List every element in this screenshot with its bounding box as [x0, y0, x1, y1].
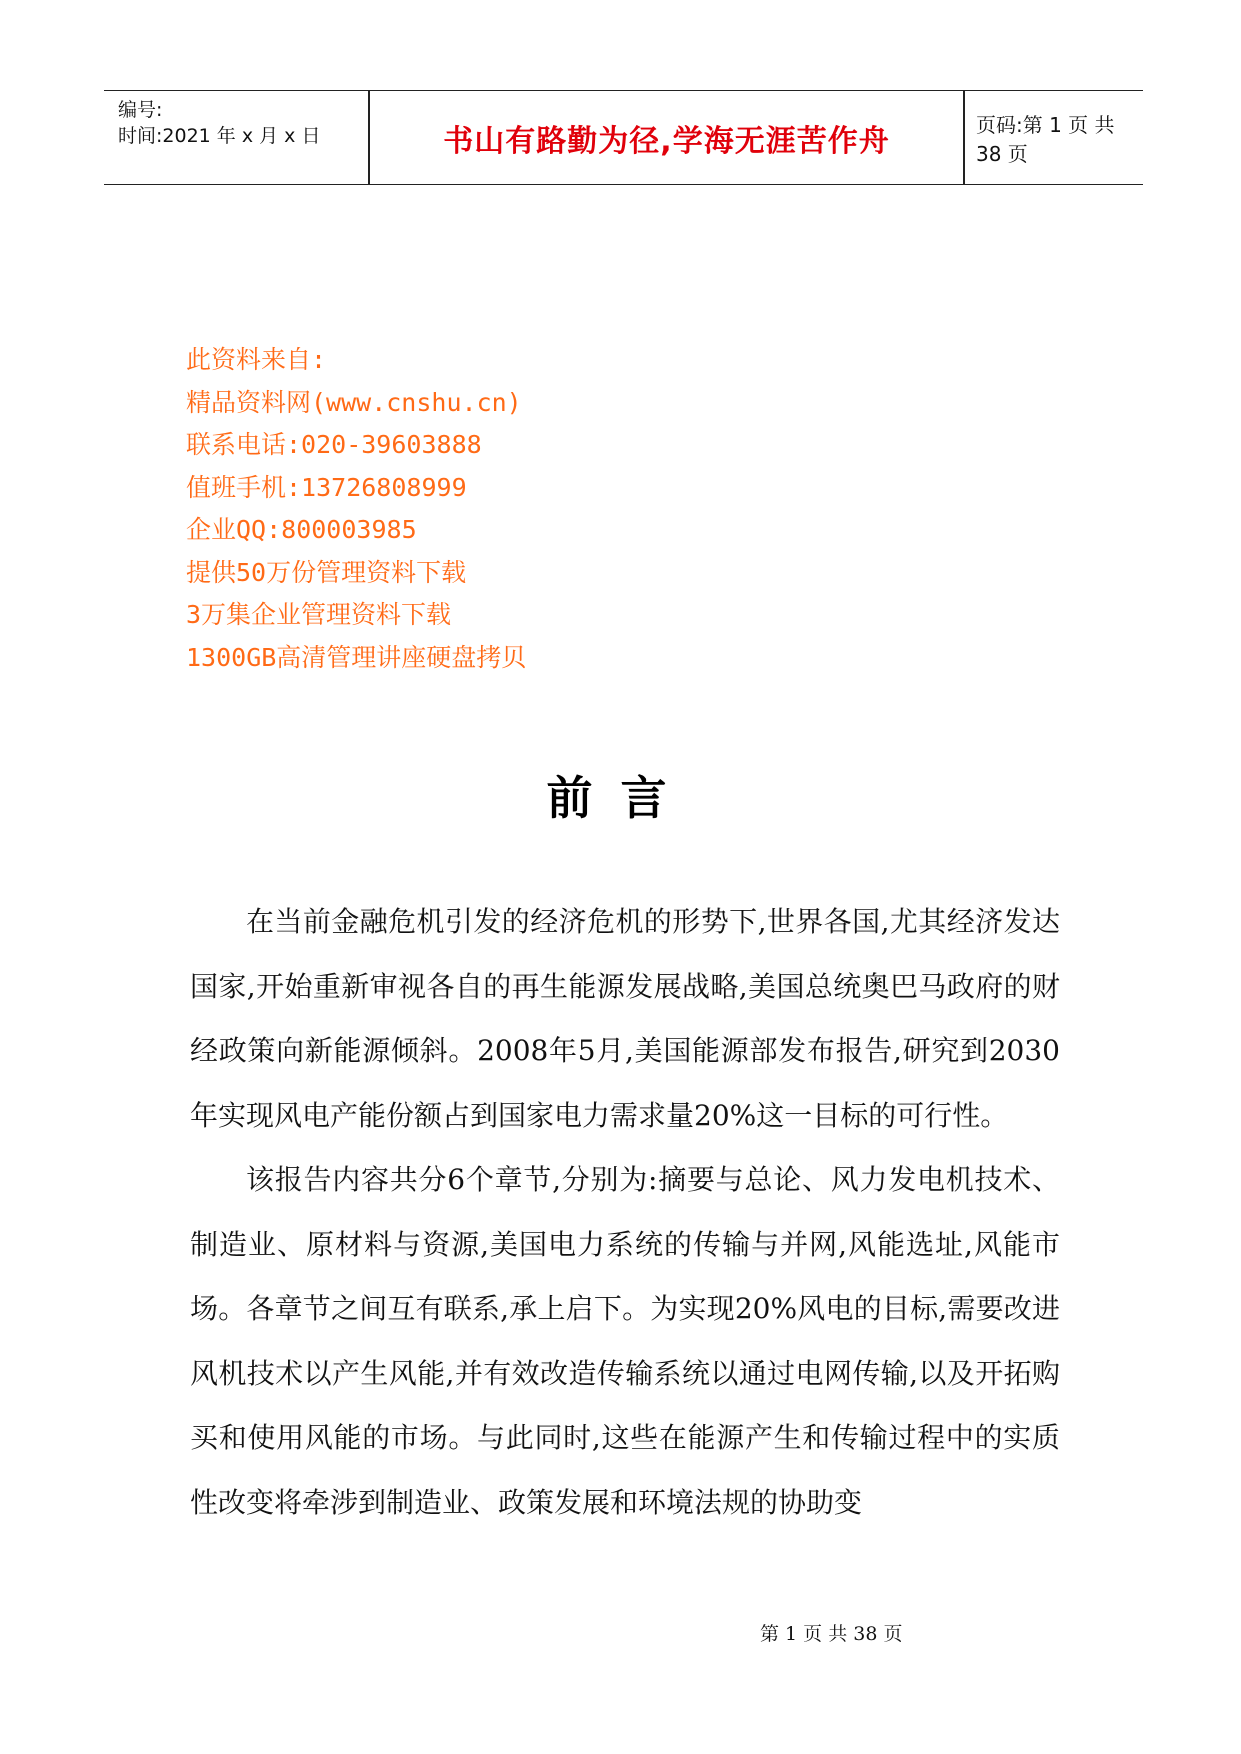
header-table: [104, 90, 1143, 185]
header-motto: 书山有路勤为径,学海无涯苦作舟: [443, 123, 890, 159]
promo-line: 提供50万份管理资料下载: [186, 557, 467, 587]
promo-line: 3万集企业管理资料下载: [186, 600, 452, 629]
phone-line: 联系电话:020-39603888: [186, 430, 482, 459]
page-footer: 第 1 页 共 38 页: [760, 1623, 903, 1645]
document-body: [190, 890, 1060, 1535]
source-info-block: [186, 339, 526, 679]
number-label: 编号:: [118, 99, 163, 121]
website-line: 精品资料网(www.cnshu.cn): [186, 387, 522, 417]
paragraph: 在当前金融危机引发的经济危机的形势下,世界各国,尤其经济发达国家,开始重新审视各自的再生能源发展战略,美国总统奥巴马政府的财经政策向新能源倾斜。2008年5月,美国能源部发布报告,研究到2030年实现风电产能份额占到国家电力需求量20%这一目标的可行性。: [190, 905, 1060, 1132]
time-label: 时间:2021 年 x 月 x 日: [118, 125, 321, 147]
paragraph: 该报告内容共分6个章节,分别为:摘要与总论、风力发电机技术、制造业、原材料与资源,美国电力系统的传输与并网,风能选址,风能市场。各章节之间互有联系,承上启下。为实现20%风电的目标,需要改进风机技术以产生风能,并有效改造传输系统以通过电网传输,以及开拓购买和使用风能的市场。与此同时,这些在能源产生和传输过程中的实质性改变将牵涉到制造业、政策发展和环境法规的协助变: [190, 1163, 1060, 1519]
qq-line: 企业QQ:800003985: [186, 515, 417, 544]
header-divider: [963, 91, 965, 184]
mobile-line: 值班手机:13726808999: [186, 472, 467, 502]
source-line: 此资料来自:: [186, 345, 327, 374]
promo-line: 1300GB高清管理讲座硬盘拷贝: [186, 642, 527, 672]
header-page-info: 页码:第 1 页 共 38 页: [976, 112, 1115, 166]
page-title: 前言: [546, 771, 695, 825]
header-meta: [104, 91, 368, 184]
